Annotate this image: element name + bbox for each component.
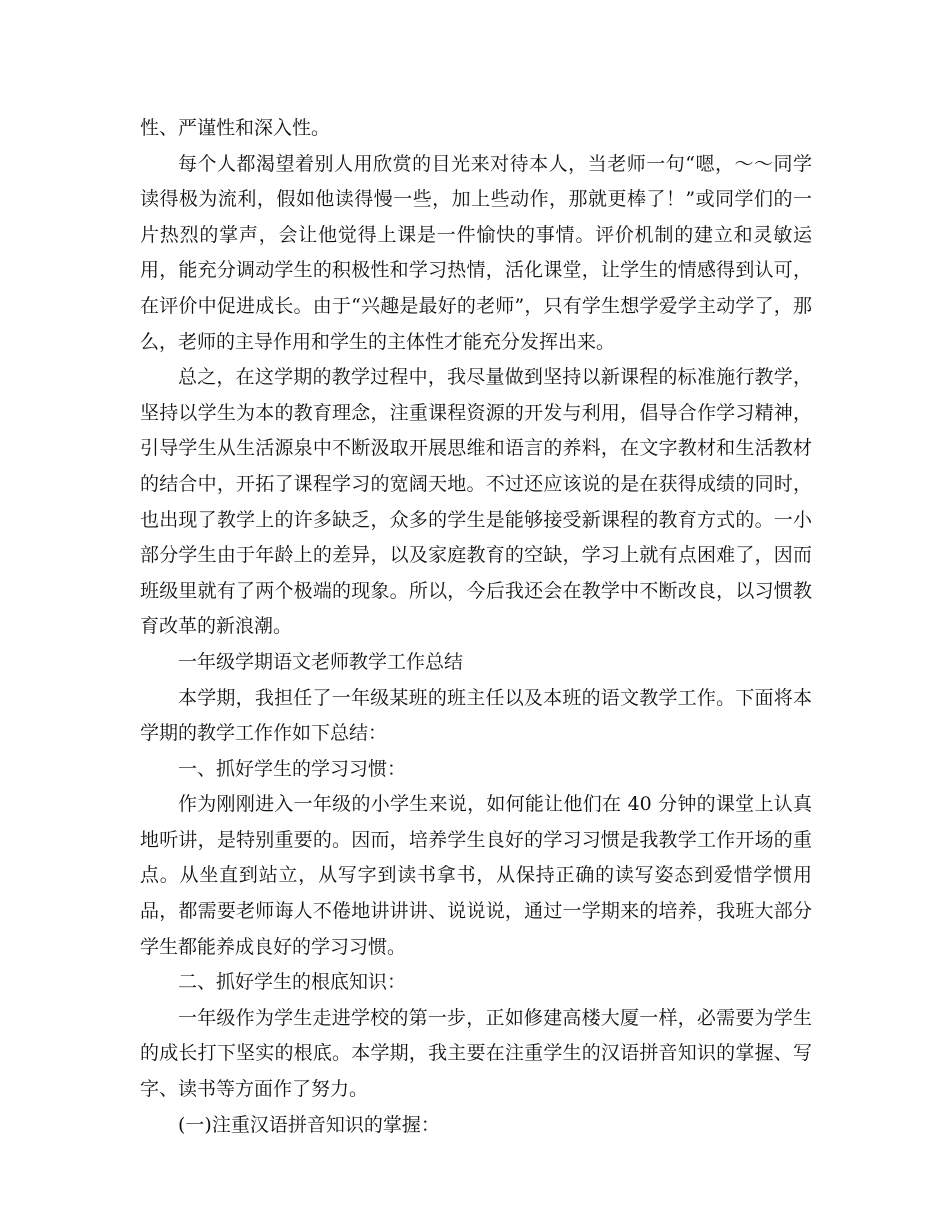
section-title: 一年级学期语文老师教学工作总结 [178, 650, 464, 673]
heading-basic-knowledge: 二、抓好学生的根底知识： [178, 971, 407, 994]
paragraph-summary: 总之，在这学期的教学过程中，我尽量做到坚持以新课程的标准施行教学，坚持以学生为本的教育理念，注重课程资源的开发与利用，倡导合作学习精神，引导学生从生活源泉中不断汲取开展思维和语言的养料，在文字教材和生活教材的结合中，开拓了课程学习的宽阔天地。不过还应该说的是在获得成绩的同时，也出现了教学上的许多缺乏，众多的学生是能够接受新课程的教育方式的。一小部分学生由于年龄上的差异，以及家庭教育的空缺，学习上就有点困难了，因而班级里就有了两个极端的现象。所以，今后我还会在教学中不断改良，以习惯教育改革的新浪潮。 [140, 366, 812, 638]
heading-pinyin: (一)注重汉语拼音知识的掌握： [178, 1113, 440, 1136]
paragraph-study-habits: 作为刚刚进入一年级的小学生来说，如何能让他们在 40 分钟的课堂上认真地听讲，是特别重要的。因而，培养学生良好的学习习惯是我教学工作开场的重点。从坐直到站立，从写字到读书拿书，从保持正确的读写姿态到爱惜学惯用品，都需要老师诲人不倦地讲讲讲、说说说，通过一学期来的培养，我班大部分学生都能养成良好的学习习惯。 [140, 793, 812, 958]
document-body [140, 111, 812, 1143]
heading-study-habits: 一、抓好学生的学习习惯： [178, 757, 407, 780]
paragraph-evaluation: 每个人都渴望着别人用欣赏的目光来对待本人，当老师一句“嗯，～～同学读得极为流利，假如他读得慢一些，加上些动作，那就更棒了！”或同学们的一片热烈的掌声，会让他觉得上课是一件愉快的事情。评价机制的建立和灵敏运用，能充分调动学生的积极性和学习热情，活化课堂，让学生的情感得到认可，在评价中促进成长。由于“兴趣是最好的老师”，只有学生想学爱学主动学了，那么，老师的主导作用和学生的主体性才能充分发挥出来。 [140, 152, 812, 353]
paragraph-continuation: 性、严谨性和深入性。 [140, 117, 331, 139]
paragraph-basic-knowledge: 一年级作为学生走进学校的第一步，正如修建高楼大厦一样，必需要为学生的成长打下坚实的根底。本学期，我主要在注重学生的汉语拼音知识的掌握、写字、读书等方面作了努力。 [140, 1006, 812, 1101]
paragraph-intro: 本学期，我担任了一年级某班的班主任以及本班的语文教学工作。下面将本学期的教学工作作如下总结： [140, 686, 812, 745]
